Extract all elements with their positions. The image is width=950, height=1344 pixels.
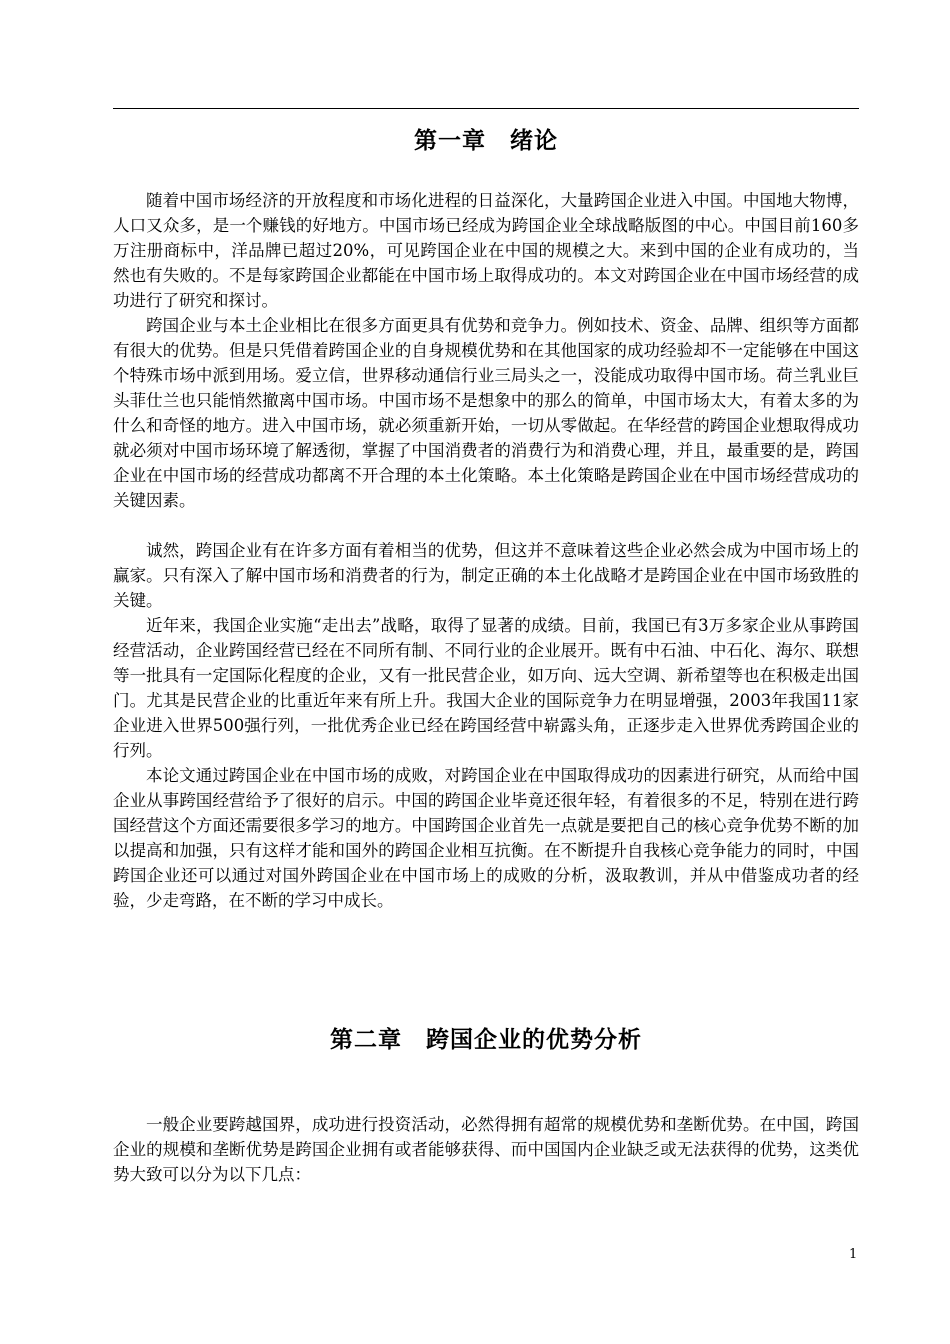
chapter-1-paragraph-1: 随着中国市场经济的开放程度和市场化进程的日益深化，大量跨国企业进入中国。中国地大物博，人口又众多，是一个赚钱的好地方。中国市场已经成为跨国企业全球战略版图的中心。中国目前160多万注册商标中，洋品牌已超过20%，可见跨国企业在中国的规模之大。来到中国的企业有成功的，当然也有失败的。不是每家跨国企业都能在中国市场上取得成功的。本文对跨国企业在中国市场经营的成功进行了研究和探讨。 [113, 191, 859, 310]
chapter-1-paragraph-5: 本论文通过跨国企业在中国市场的成败，对跨国企业在中国取得成功的因素进行研究，从而给中国企业从事跨国经营给予了很好的启示。中国的跨国企业毕竟还很年轻，有着很多的不足，特别在进行跨国经营这个方面还需要很多学习的地方。中国跨国企业首先一点就是要把自己的核心竞争优势不断的加以提高和加强，只有这样才能和国外的跨国企业相互抗衡。在不断提升自我核心竞争能力的同时，中国跨国企业还可以通过对国外跨国企业在中国市场上的成败的分析，汲取教训，并从中借鉴成功者的经验，少走弯路，在不断的学习中成长。 [113, 766, 859, 910]
page-number: 1 [849, 1247, 858, 1262]
chapter-1-title: 第一章 绪论 [414, 128, 558, 154]
chapter-2-paragraph-1: 一般企业要跨越国界，成功进行投资活动，必然得拥有超常的规模优势和垄断优势。在中国，跨国企业的规模和垄断优势是跨国企业拥有或者能够获得、而中国国内企业缺乏或无法获得的优势，这类优势大致可以分为以下几点： [113, 1115, 859, 1184]
chapter-2-title: 第二章 跨国企业的优势分析 [330, 1027, 642, 1053]
chapter-1-paragraph-2: 跨国企业与本土企业相比在很多方面更具有优势和竞争力。例如技术、资金、品牌、组织等方面都有很大的优势。但是只凭借着跨国企业的自身规模优势和在其他国家的成功经验却不一定能够在中国这个特殊市场中派到用场。爱立信，世界移动通信行业三局头之一，没能成功取得中国市场。荷兰乳业巨头菲仕兰也只能悄然撤离中国市场。中国市场不是想象中的那么的简单，中国市场太大，有着太多的为什么和奇怪的地方。进入中国市场，就必须重新开始，一切从零做起。在华经营的跨国企业想取得成功就必须对中国市场环境了解透彻，掌握了中国消费者的消费行为和消费心理，并且，最重要的是，跨国企业在中国市场的经营成功都离不开合理的本土化策略。本土化策略是跨国企业在中国市场经营成功的关键因素。 [113, 316, 859, 510]
chapter-1-paragraph-3: 诚然，跨国企业有在许多方面有着相当的优势，但这并不意味着这些企业必然会成为中国市场上的赢家。只有深入了解中国市场和消费者的行为，制定正确的本土化战略才是跨国企业在中国市场致胜的关键。 [113, 541, 859, 610]
header-rule [113, 108, 859, 109]
chapter-1-paragraph-4: 近年来，我国企业实施“走出去”战略，取得了显著的成绩。目前，我国已有3万多家企业从事跨国经营活动，企业跨国经营已经在不同所有制、不同行业的企业展开。既有中石油、中石化、海尔、联想等一批具有一定国际化程度的企业，又有一批民营企业，如万向、远大空调、新希望等也在积极走出国门。尤其是民营企业的比重近年来有所上升。我国大企业的国际竞争力在明显增强，2003年我国11家企业进入世界500强行列，一批优秀企业已经在跨国经营中崭露头角，正逐步走入世界优秀跨国企业的行列。 [113, 616, 859, 760]
